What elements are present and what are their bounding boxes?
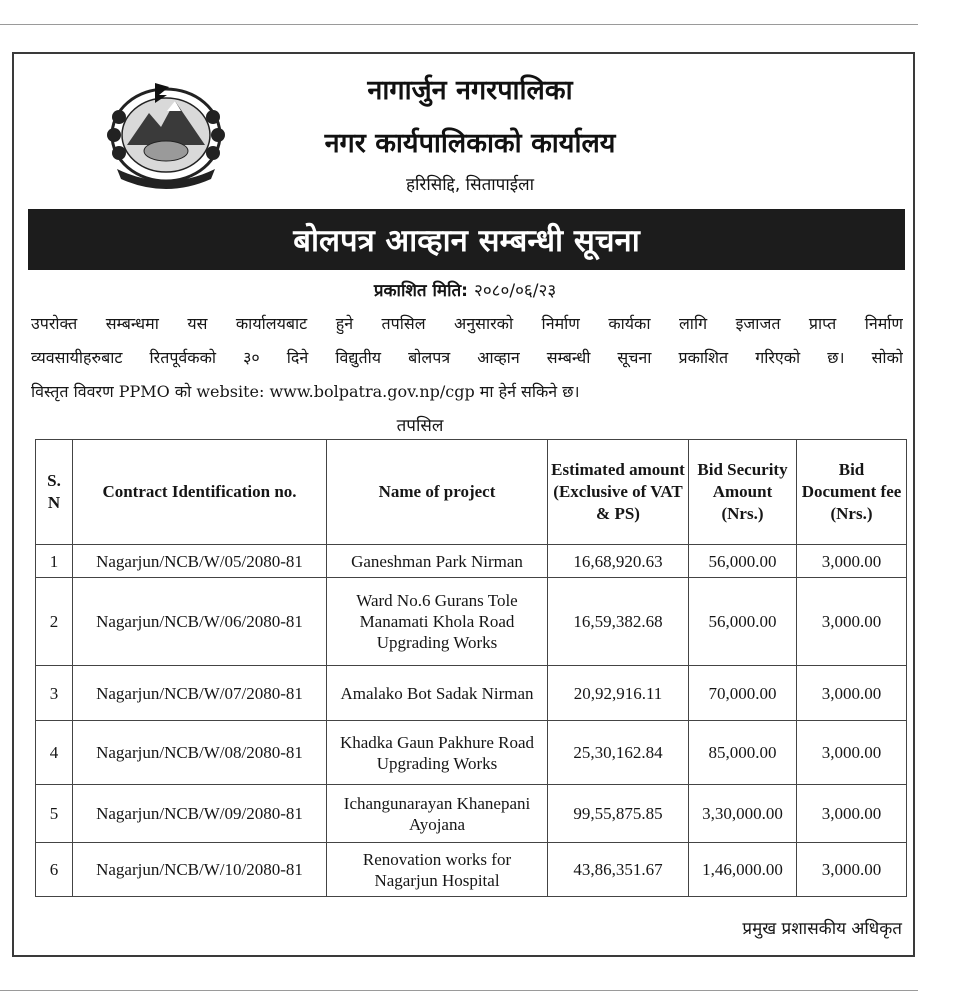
table-row xyxy=(36,545,907,578)
cell-bid-security: 85,000.00 xyxy=(689,721,797,785)
cell-sn: 4 xyxy=(36,721,73,785)
cell-estimate: 99,55,875.85 xyxy=(548,785,689,843)
cell-estimate: 25,30,162.84 xyxy=(548,721,689,785)
cell-sn: 1 xyxy=(36,545,73,578)
notice-body-line: व्यवसायीहरुबाट रितपूर्वकको ३० दिने विद्युतीय बोलपत्र आव्हान सम्बन्धी सूचना प्रकाशित गरिएको छ। सोको xyxy=(31,348,903,367)
col-header-project: Name of project xyxy=(327,440,548,545)
table-row xyxy=(36,578,907,666)
cell-estimate: 16,68,920.63 xyxy=(548,545,689,578)
cell-project: Ward No.6 Gurans Tole Manamati Khola Road Upgrading Works xyxy=(327,578,548,666)
cell-sn: 3 xyxy=(36,666,73,721)
tender-schedule-table xyxy=(35,439,907,897)
office-location: हरिसिद्दि, सितापाईला xyxy=(405,175,535,195)
cell-bid-security: 56,000.00 xyxy=(689,545,797,578)
cell-contract-id: Nagarjun/NCB/W/08/2080-81 xyxy=(73,721,327,785)
office-name: नगर कार्यपालिकाको कार्यालय xyxy=(324,128,616,159)
cell-project: Amalako Bot Sadak Nirman xyxy=(327,666,548,721)
cell-bid-security: 70,000.00 xyxy=(689,666,797,721)
cell-doc-fee: 3,000.00 xyxy=(797,843,907,897)
cell-doc-fee: 3,000.00 xyxy=(797,785,907,843)
cell-estimate: 20,92,916.11 xyxy=(548,666,689,721)
cell-doc-fee: 3,000.00 xyxy=(797,578,907,666)
cell-sn: 2 xyxy=(36,578,73,666)
cell-bid-security: 3,30,000.00 xyxy=(689,785,797,843)
cell-doc-fee: 3,000.00 xyxy=(797,666,907,721)
col-header-estimate: Estimated amount (Exclusive of VAT & PS) xyxy=(548,440,689,545)
schedule-label: तपसिल xyxy=(396,416,444,436)
cell-doc-fee: 3,000.00 xyxy=(797,545,907,578)
notice-title-banner xyxy=(28,209,905,270)
nepal-emblem-icon xyxy=(105,77,227,190)
notice-body-line: उपरोक्त सम्बन्धमा यस कार्यालयबाट हुने तपसिल अनुसारको निर्माण कार्यका लागि इजाजत प्राप्त निर्माण xyxy=(31,314,903,333)
cell-contract-id: Nagarjun/NCB/W/07/2080-81 xyxy=(73,666,327,721)
cell-doc-fee: 3,000.00 xyxy=(797,721,907,785)
cell-contract-id: Nagarjun/NCB/W/06/2080-81 xyxy=(73,578,327,666)
table-row xyxy=(36,785,907,843)
cell-project: Ichangunarayan Khanepani Ayojana xyxy=(327,785,548,843)
table-row xyxy=(36,843,907,897)
org-name: नागार्जुन नगरपालिका xyxy=(367,75,573,106)
cell-contract-id: Nagarjun/NCB/W/05/2080-81 xyxy=(73,545,327,578)
table-row xyxy=(36,721,907,785)
cell-sn: 6 xyxy=(36,843,73,897)
publication-date xyxy=(200,278,730,301)
col-header-sn: S. N xyxy=(36,440,73,545)
cell-project: Renovation works for Nagarjun Hospital xyxy=(327,843,548,897)
cell-estimate: 16,59,382.68 xyxy=(548,578,689,666)
notice-title: बोलपत्र आव्हान सम्बन्धी सूचना xyxy=(293,222,640,259)
bottom-rule xyxy=(0,990,918,991)
cell-bid-security: 1,46,000.00 xyxy=(689,843,797,897)
cell-contract-id: Nagarjun/NCB/W/10/2080-81 xyxy=(73,843,327,897)
notice-body-line: विस्तृत विवरण PPMO को website: www.bolpatra.gov.np/cgp मा हेर्न सकिने छ। xyxy=(31,382,580,401)
table-row xyxy=(36,666,907,721)
cell-sn: 5 xyxy=(36,785,73,843)
signatory-title: प्रमुख प्रशासकीय अधिकृत xyxy=(742,919,902,939)
cell-contract-id: Nagarjun/NCB/W/09/2080-81 xyxy=(73,785,327,843)
col-header-bid-security: Bid Security Amount (Nrs.) xyxy=(689,440,797,545)
top-rule xyxy=(0,24,918,25)
cell-estimate: 43,86,351.67 xyxy=(548,843,689,897)
cell-project: Ganeshman Park Nirman xyxy=(327,545,548,578)
publication-date-value: २०८०/०६/२३ xyxy=(473,281,557,301)
col-header-doc-fee: Bid Document fee (Nrs.) xyxy=(797,440,907,545)
cell-project: Khadka Gaun Pakhure Road Upgrading Works xyxy=(327,721,548,785)
table-header-row xyxy=(36,440,907,545)
col-header-contract-id: Contract Identification no. xyxy=(73,440,327,545)
publication-date-label: प्रकाशित मिति: xyxy=(373,281,468,301)
cell-bid-security: 56,000.00 xyxy=(689,578,797,666)
